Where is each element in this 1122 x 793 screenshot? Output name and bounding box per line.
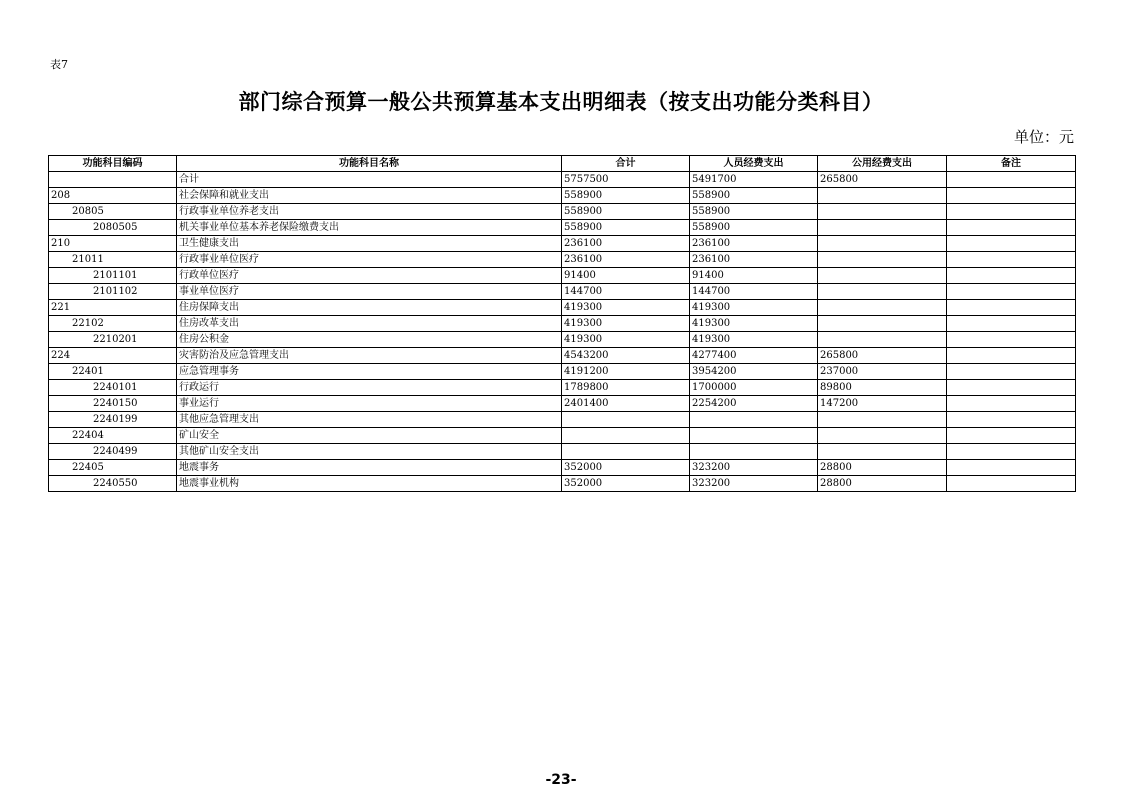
cell-public-expense (818, 204, 947, 220)
cell-function-name: 行政运行 (177, 380, 562, 396)
header-total: 合计 (562, 156, 690, 172)
unit-label: 单位：元 (1013, 128, 1074, 146)
cell-public-expense (818, 444, 947, 460)
cell-function-code: 22404 (49, 428, 177, 444)
cell-personnel-expense: 558900 (690, 220, 818, 236)
cell-public-expense (818, 428, 947, 444)
table-row (49, 348, 1076, 364)
table-header (49, 156, 1076, 172)
cell-function-code (49, 172, 177, 188)
table-row (49, 332, 1076, 348)
cell-total: 144700 (562, 284, 690, 300)
cell-total: 419300 (562, 300, 690, 316)
cell-function-name: 事业运行 (177, 396, 562, 412)
cell-function-name: 其他应急管理支出 (177, 412, 562, 428)
cell-function-code: 2210201 (49, 332, 177, 348)
cell-function-name: 行政事业单位医疗 (177, 252, 562, 268)
table-row (49, 316, 1076, 332)
cell-personnel-expense: 419300 (690, 316, 818, 332)
table-tag: 表7 (50, 58, 68, 71)
cell-total: 4543200 (562, 348, 690, 364)
cell-personnel-expense: 4277400 (690, 348, 818, 364)
cell-total: 2401400 (562, 396, 690, 412)
table-row (49, 220, 1076, 236)
cell-total: 5757500 (562, 172, 690, 188)
cell-note (947, 188, 1076, 204)
cell-function-code: 208 (49, 188, 177, 204)
cell-personnel-expense: 5491700 (690, 172, 818, 188)
cell-function-name: 住房改革支出 (177, 316, 562, 332)
cell-total: 419300 (562, 316, 690, 332)
cell-personnel-expense: 558900 (690, 188, 818, 204)
cell-function-code: 2240101 (49, 380, 177, 396)
table-body (49, 172, 1076, 492)
page-number: -23- (545, 772, 577, 788)
budget-table (48, 155, 1076, 492)
cell-function-code: 2240499 (49, 444, 177, 460)
cell-public-expense (818, 316, 947, 332)
cell-function-name: 地震事业机构 (177, 476, 562, 492)
table-row (49, 300, 1076, 316)
cell-personnel-expense (690, 412, 818, 428)
cell-note (947, 412, 1076, 428)
cell-note (947, 172, 1076, 188)
cell-public-expense: 265800 (818, 348, 947, 364)
cell-public-expense (818, 332, 947, 348)
cell-total: 558900 (562, 188, 690, 204)
cell-personnel-expense: 2254200 (690, 396, 818, 412)
header-function-code: 功能科目编码 (49, 156, 177, 172)
cell-note (947, 316, 1076, 332)
cell-function-code: 2240150 (49, 396, 177, 412)
cell-function-name: 地震事务 (177, 460, 562, 476)
table-row (49, 476, 1076, 492)
cell-public-expense: 265800 (818, 172, 947, 188)
cell-function-code: 210 (49, 236, 177, 252)
cell-note (947, 220, 1076, 236)
table-row (49, 284, 1076, 300)
cell-total: 352000 (562, 460, 690, 476)
cell-function-name: 其他矿山安全支出 (177, 444, 562, 460)
cell-public-expense: 89800 (818, 380, 947, 396)
cell-function-name: 矿山安全 (177, 428, 562, 444)
cell-public-expense (818, 188, 947, 204)
cell-function-name: 卫生健康支出 (177, 236, 562, 252)
cell-note (947, 396, 1076, 412)
cell-personnel-expense: 144700 (690, 284, 818, 300)
cell-total: 4191200 (562, 364, 690, 380)
cell-public-expense: 28800 (818, 476, 947, 492)
cell-note (947, 268, 1076, 284)
cell-total: 419300 (562, 332, 690, 348)
cell-personnel-expense: 91400 (690, 268, 818, 284)
cell-note (947, 380, 1076, 396)
cell-total (562, 444, 690, 460)
cell-note (947, 476, 1076, 492)
cell-note (947, 444, 1076, 460)
cell-personnel-expense: 558900 (690, 204, 818, 220)
cell-function-code: 221 (49, 300, 177, 316)
cell-personnel-expense (690, 444, 818, 460)
cell-function-name: 社会保障和就业支出 (177, 188, 562, 204)
cell-function-code: 2240199 (49, 412, 177, 428)
cell-function-name: 住房保障支出 (177, 300, 562, 316)
cell-function-name: 机关事业单位基本养老保险缴费支出 (177, 220, 562, 236)
cell-function-name: 住房公积金 (177, 332, 562, 348)
header-function-name: 功能科目名称 (177, 156, 562, 172)
page-title: 部门综合预算一般公共预算基本支出明细表（按支出功能分类科目） (238, 90, 884, 114)
cell-note (947, 428, 1076, 444)
table-row (49, 236, 1076, 252)
table-row (49, 380, 1076, 396)
cell-personnel-expense: 236100 (690, 236, 818, 252)
table-row (49, 188, 1076, 204)
cell-function-code: 22405 (49, 460, 177, 476)
table-row (49, 412, 1076, 428)
cell-function-code: 2240550 (49, 476, 177, 492)
cell-function-code: 20805 (49, 204, 177, 220)
cell-total (562, 428, 690, 444)
cell-total: 558900 (562, 204, 690, 220)
table-row (49, 396, 1076, 412)
cell-note (947, 300, 1076, 316)
cell-note (947, 364, 1076, 380)
cell-personnel-expense: 3954200 (690, 364, 818, 380)
cell-total: 1789800 (562, 380, 690, 396)
cell-personnel-expense: 323200 (690, 460, 818, 476)
cell-note (947, 332, 1076, 348)
cell-total: 91400 (562, 268, 690, 284)
table-row (49, 364, 1076, 380)
cell-personnel-expense: 419300 (690, 332, 818, 348)
cell-function-name: 行政事业单位养老支出 (177, 204, 562, 220)
cell-total (562, 412, 690, 428)
header-public-expense: 公用经费支出 (818, 156, 947, 172)
cell-public-expense (818, 268, 947, 284)
cell-personnel-expense (690, 428, 818, 444)
cell-note (947, 284, 1076, 300)
cell-function-name: 应急管理事务 (177, 364, 562, 380)
cell-function-code: 224 (49, 348, 177, 364)
table-row (49, 428, 1076, 444)
table-row (49, 444, 1076, 460)
cell-function-name: 事业单位医疗 (177, 284, 562, 300)
cell-public-expense (818, 252, 947, 268)
cell-function-code: 22102 (49, 316, 177, 332)
cell-total: 236100 (562, 236, 690, 252)
header-row (49, 156, 1076, 172)
cell-function-name: 合计 (177, 172, 562, 188)
cell-note (947, 460, 1076, 476)
cell-function-code: 21011 (49, 252, 177, 268)
cell-note (947, 252, 1076, 268)
table-row (49, 204, 1076, 220)
cell-public-expense (818, 284, 947, 300)
header-note: 备注 (947, 156, 1076, 172)
cell-public-expense (818, 236, 947, 252)
table-row (49, 268, 1076, 284)
cell-personnel-expense: 1700000 (690, 380, 818, 396)
cell-personnel-expense: 323200 (690, 476, 818, 492)
cell-total: 352000 (562, 476, 690, 492)
cell-function-code: 22401 (49, 364, 177, 380)
cell-function-code: 2101102 (49, 284, 177, 300)
cell-function-name: 行政单位医疗 (177, 268, 562, 284)
table-row (49, 252, 1076, 268)
cell-function-code: 2080505 (49, 220, 177, 236)
cell-note (947, 204, 1076, 220)
cell-note (947, 348, 1076, 364)
cell-public-expense (818, 300, 947, 316)
cell-note (947, 236, 1076, 252)
cell-personnel-expense: 419300 (690, 300, 818, 316)
cell-public-expense (818, 412, 947, 428)
cell-function-name: 灾害防治及应急管理支出 (177, 348, 562, 364)
cell-function-code: 2101101 (49, 268, 177, 284)
header-personnel-expense: 人员经费支出 (690, 156, 818, 172)
cell-public-expense: 147200 (818, 396, 947, 412)
cell-total: 236100 (562, 252, 690, 268)
cell-public-expense: 237000 (818, 364, 947, 380)
table-row (49, 460, 1076, 476)
cell-personnel-expense: 236100 (690, 252, 818, 268)
cell-total: 558900 (562, 220, 690, 236)
cell-public-expense: 28800 (818, 460, 947, 476)
table-row (49, 172, 1076, 188)
cell-public-expense (818, 220, 947, 236)
